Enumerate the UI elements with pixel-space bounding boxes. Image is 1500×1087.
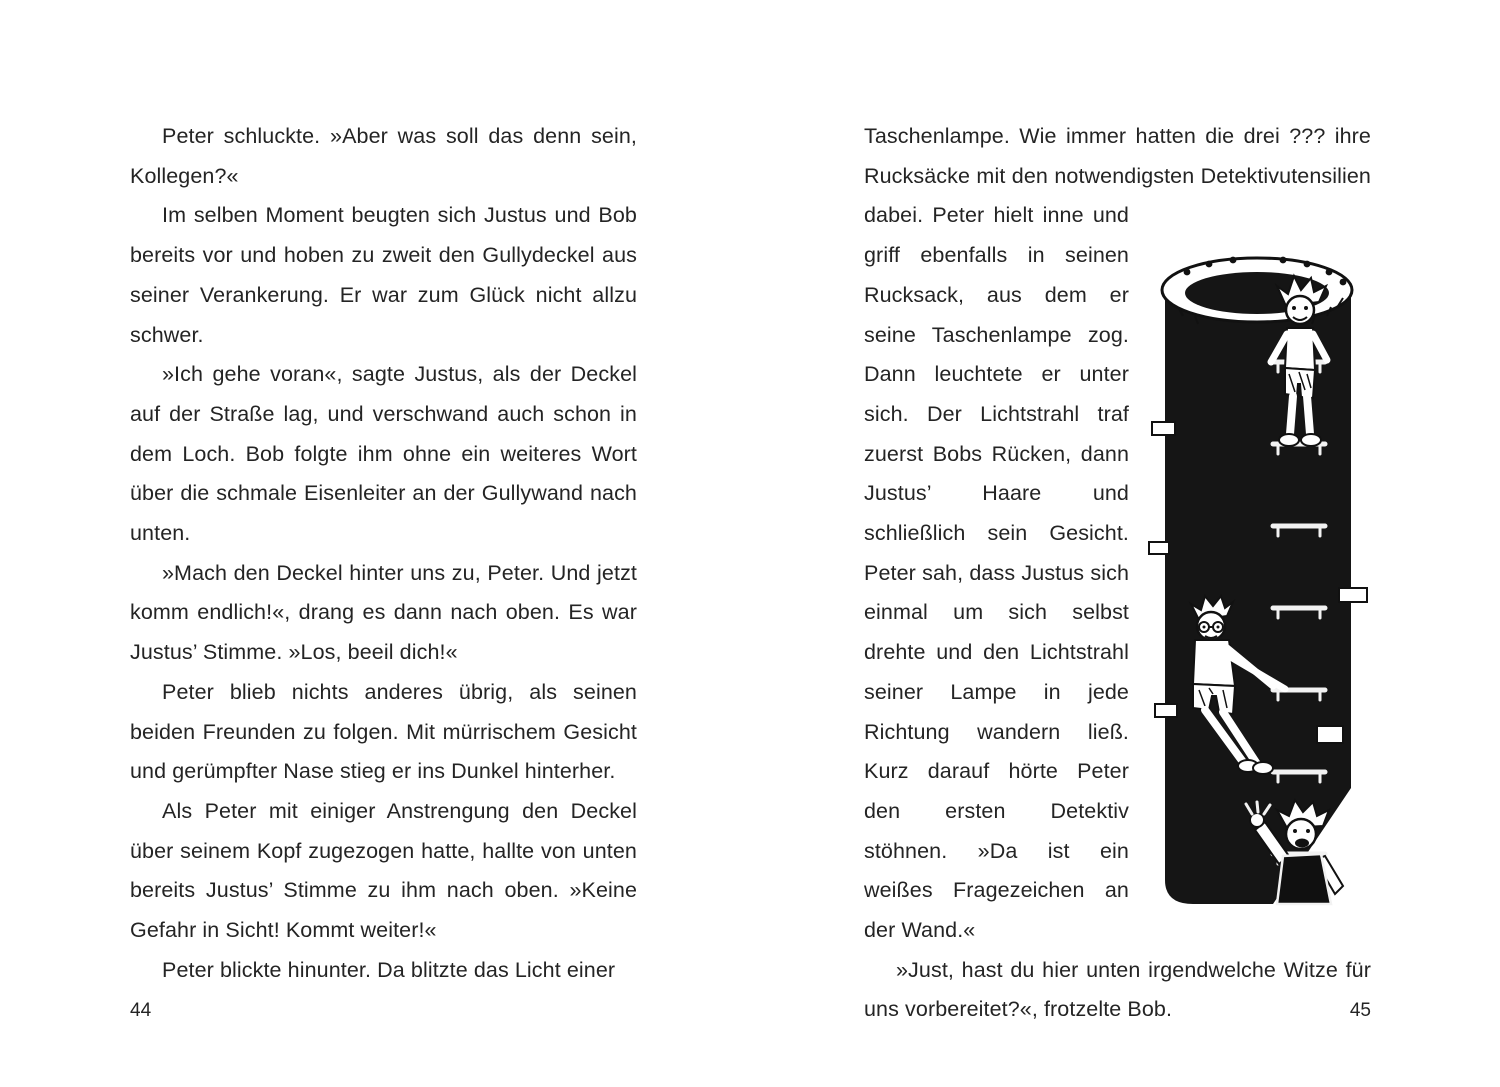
- paragraph: Peter schluckte. »Aber was soll das denn sein, Kollegen?«: [130, 124, 637, 188]
- left-page: [130, 117, 637, 990]
- paragraph: Peter blieb nichts anderes übrig, als seinen beiden Freunden zu folgen. Mit mürrischem Gesicht und gerümpfter Nase stieg er ins Dunkel hinterher.: [130, 679, 637, 784]
- paragraph: »Mach den Deckel hinter uns zu, Peter. Und jetzt komm endlich!«, drang es dann nach oben. Es war Justus’ Stimme. »Los, beeil dich!«: [130, 560, 637, 665]
- page-number-left: 44: [130, 1000, 152, 1021]
- paragraph: Als Peter mit einiger Anstrengung den Deckel über seinem Kopf zugezogen hatte, hallte von unten bereits Justus’ Stimme zu ihm nach oben. »Keine Gefahr in Sicht! Kommt weiter!«: [130, 798, 637, 943]
- paragraph: Taschenlampe. Wie immer hatten die drei ??? ihre Rucksäcke mit den notwendigsten Detektivutensilien dabei. Peter hielt inne und griff ebenfalls in seinen Rucksack, aus dem er seine Taschenlampe zog. Dann leuchtete er unter sich. Der Lichtstrahl traf zuerst Bobs Rücken, dann Justus’ Haare und schließlich sein Gesicht. Peter sah, dass Justus sich einmal um sich selbst drehte und den Lichtstrahl seiner Lampe in jede Richtung wandern ließ. Kurz darauf hörte Peter den ersten Detektiv stöhnen. »Da ist ein weißes Fragezeichen an der Wand.«: [864, 124, 1371, 943]
- paragraph: Peter blickte hinunter. Da blitzte das Licht einer: [162, 957, 616, 982]
- paragraph: »Just, hast du hier unten irgendwelche Witze für uns vorbereitet?«, frotzelte Bob.: [864, 957, 1371, 1022]
- right-page: [864, 117, 1371, 1030]
- paragraph: »Ich gehe voran«, sagte Justus, als der Deckel auf der Straße lag, und verschwand auch schon in dem Loch. Bob folgte ihm ohne ein weiteres Wort über die schmale Eisenleiter an der Gullywand nach unten.: [130, 362, 637, 546]
- manhole-ladder-illustration: [1147, 236, 1371, 924]
- paragraph: Im selben Moment beugten sich Justus und Bob bereits vor und hoben zu zweit den Gullydeckel aus seiner Verankerung. Er war zum Glück nicht allzu schwer.: [130, 203, 637, 347]
- page-number-right: 45: [1349, 1000, 1371, 1021]
